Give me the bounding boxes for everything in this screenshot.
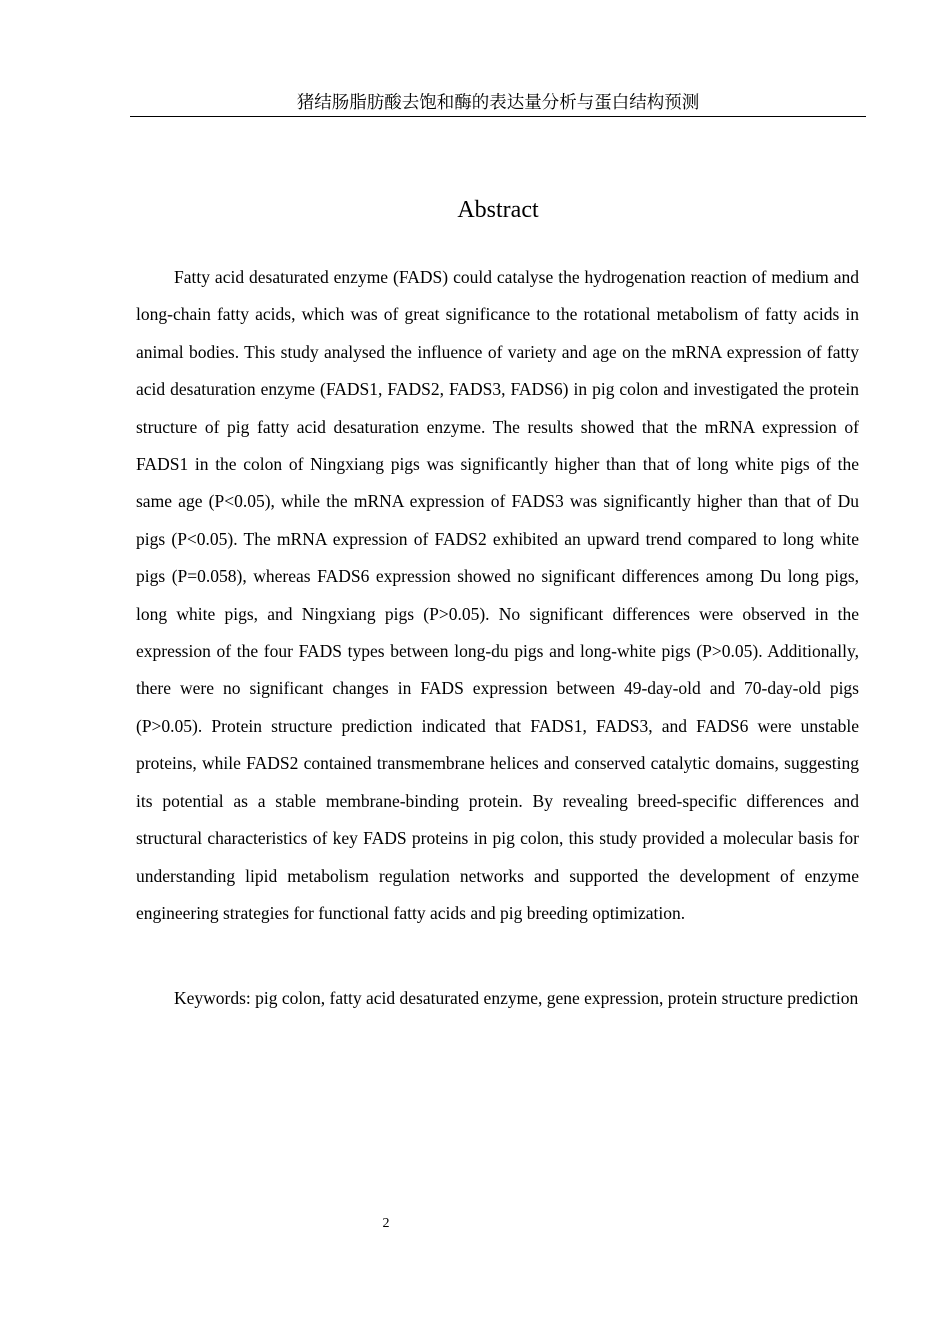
abstract-body: Fatty acid desaturated enzyme (FADS) could catalyse the hydrogenation reaction of medium and long-chain fatty acids, which was of great significance to the rotational metabolism of fatty acids in animal bodies. This study analysed the influence of variety and age on the mRNA expression of fatty acid desaturation enzyme (FADS1, FADS2, FADS3, FADS6) in pig colon and investigated the protein structure of pig fatty acid desaturation enzyme. The results showed that the mRNA expression of FADS1 in the colon of Ningxiang pigs was significantly higher than that of long white pigs of the same age (P<0.05), while the mRNA expression of FADS3 was significantly higher than that of Du pigs (P<0.05). The mRNA expression of FADS2 exhibited an upward trend compared to long white pigs (P=0.058), whereas FADS6 expression showed no significant differences among Du long pigs, long white pigs, and Ningxiang pigs (P>0.05). No significant differences were observed in the expression of the four FADS types between long-du pigs and long-white pigs (P>0.05). Additionally, there were no significant changes in FADS expression between 49-day-old and 70-day-old pigs (P>0.05). Protein structure prediction indicated that FADS1, FADS3, and FADS6 were unstable proteins, while FADS2 contained transmembrane helices and conserved catalytic domains, suggesting its potential as a stable membrane-binding protein. By revealing breed-specific differences and structural characteristics of key FADS proteins in pig colon, this study provided a molecular basis for understanding lipid metabolism regulation networks and supported the development of enzyme engineering strategies for functional fatty acids and pig breeding optimization. <box>136 267 859 923</box>
running-header: 猪结肠脂肪酸去饱和酶的表达量分析与蛋白结构预测 <box>130 92 866 117</box>
abstract-title: Abstract <box>457 197 539 223</box>
keywords-paragraph: Keywords: pig colon, fatty acid desaturated enzyme, gene expression, protein structure prediction <box>174 988 859 1008</box>
page-number: 2 <box>382 1216 390 1231</box>
